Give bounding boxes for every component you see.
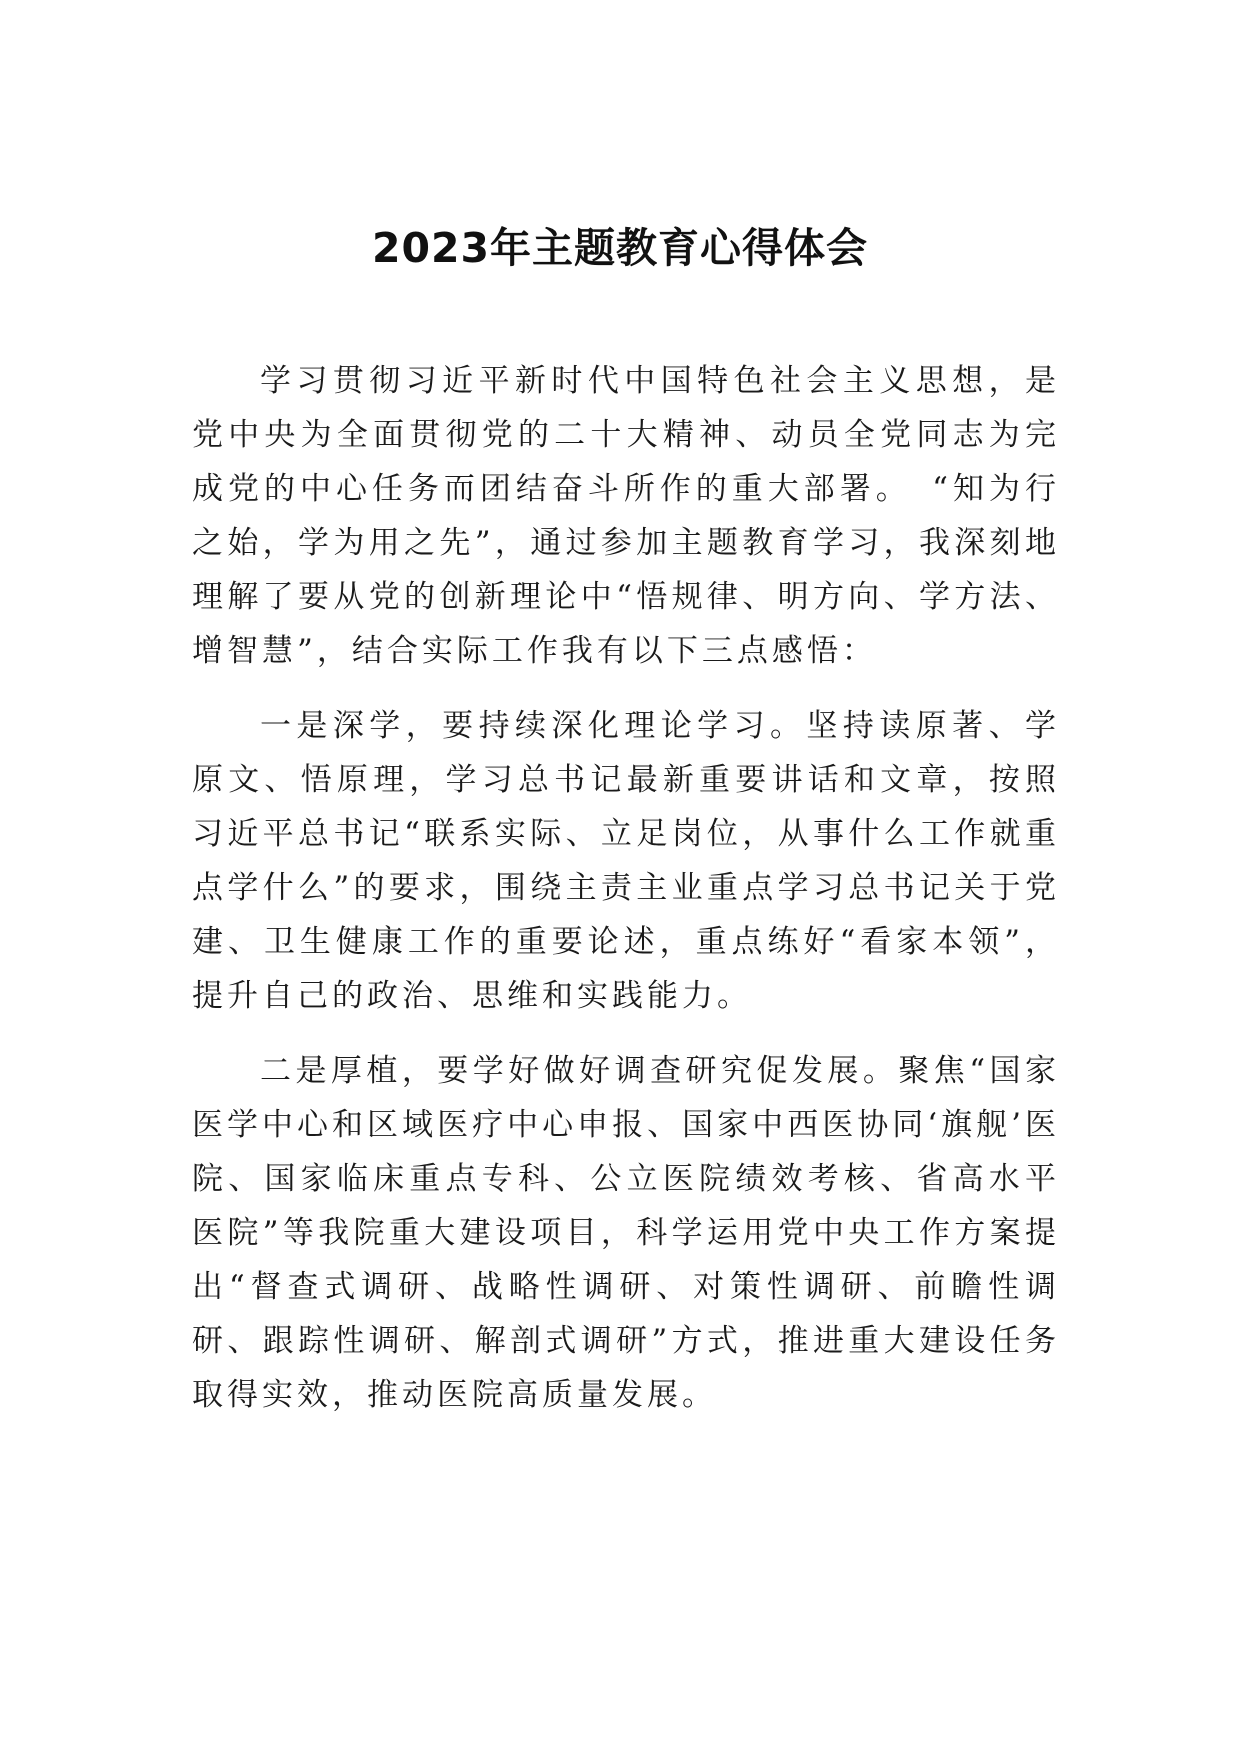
- paragraph-point-one: 一是深学，要持续深化理论学习。坚持读原著、学原文、悟原理，学习总书记最新重要讲话和文章，按照习近平总书记“联系实际、立足岗位，从事什么工作就重点学什么”的要求，围绕主责主业重点学习总书记关于党建、卫生健康工作的重要论述，重点练好“看家本领”，提升自己的政治、思维和实践能力。: [192, 708, 1060, 1014]
- paragraph-intro: 学习贯彻习近平新时代中国特色社会主义思想，是党中央为全面贯彻党的二十大精神、动员全党同志为完成党的中心任务而团结奋斗所作的重大部署。 “知为行之始，学为用之先”，通过参加主题教育学习，我深刻地理解了要从党的创新理论中“悟规律、明方向、学方法、增智慧”，结合实际工作我有以下三点感悟：: [192, 363, 1060, 669]
- paragraph-point-two: 二是厚植，要学好做好调查研究促发展。聚焦“国家医学中心和区域医疗中心申报、国家中西医协同‘旗舰’医院、国家临床重点专科、公立医院绩效考核、省高水平医院”等我院重大建设项目，科学运用党中央工作方案提出“督查式调研、战略性调研、对策性调研、前瞻性调研、跟踪性调研、解剖式调研”方式，推进重大建设任务取得实效，推动医院高质量发展。: [192, 1053, 1060, 1413]
- document-title: 2023年主题教育心得体会: [371, 224, 869, 272]
- document-body: [192, 354, 1060, 1443]
